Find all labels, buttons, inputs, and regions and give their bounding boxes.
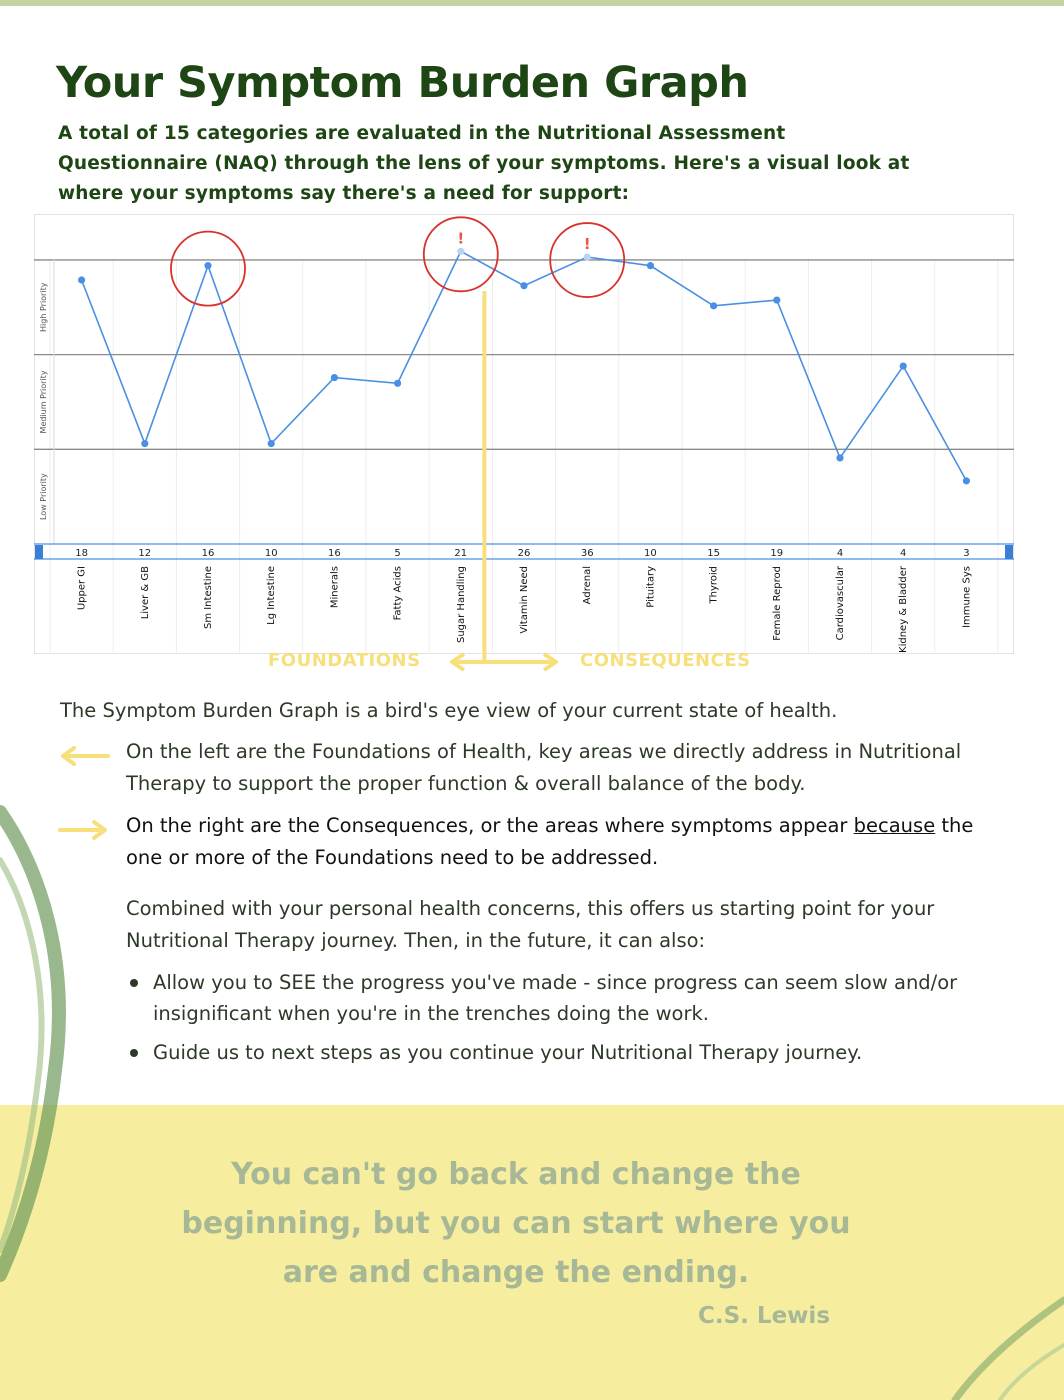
data-point [710, 302, 717, 309]
data-point [647, 262, 654, 269]
list-item [128, 967, 1028, 1029]
score-value: 3 [963, 548, 970, 559]
graph-summary-text: The Symptom Burden Graph is a bird's eye view of your current state of health. [60, 699, 838, 722]
alert-icon: ! [583, 235, 591, 254]
data-point [331, 374, 338, 381]
category-label: Fatty Acids [392, 566, 404, 621]
category-label: Upper GI [76, 566, 88, 611]
list-item-text: Guide us to next steps as you continue your Nutritional Therapy journey. [153, 1041, 863, 1064]
arrow-right-icon [58, 820, 110, 840]
band-label: Medium Priority [39, 370, 48, 434]
consequences-text-b: the one or more of the Foundations need to be addressed. [126, 814, 974, 869]
data-point [900, 362, 907, 369]
symptom-burden-chart [34, 214, 1014, 654]
category-label: Vitamin Need [519, 566, 530, 634]
category-label: Cardiovascular [835, 566, 846, 641]
data-point [963, 477, 970, 484]
category-label: Female Reprod [771, 566, 783, 641]
score-value: 21 [454, 548, 468, 559]
data-point [268, 440, 275, 447]
bullet-icon [130, 979, 138, 987]
category-label: Adrenal [582, 566, 594, 605]
arrow-left-icon [58, 746, 110, 766]
data-point [520, 282, 527, 289]
score-value: 26 [517, 548, 531, 559]
category-label: Lg Intestine [266, 566, 278, 625]
data-point [78, 276, 85, 283]
journey-text: Combined with your personal health concerns, this offers us starting point for your Nutritional Therapy journey. Then, in the future, it can also: [126, 897, 935, 952]
category-label: Liver & GB [139, 566, 151, 620]
consequences-text-a: On the right are the Consequences, or the areas where symptoms appear [126, 814, 854, 837]
scroll-handle-right [1005, 545, 1013, 559]
score-value: 18 [75, 548, 88, 559]
because-underlined: because [853, 814, 936, 837]
quote-text: You can't go back and change the beginning, but you can start where you are and change the ending. [181, 1157, 851, 1290]
score-value: 10 [644, 548, 657, 559]
score-value: 16 [328, 548, 341, 559]
data-point [141, 440, 148, 447]
category-label: Sm Intestine [203, 566, 214, 630]
intro-text: A total of 15 categories are evaluated in the Nutritional Assessment Questionnaire (NAQ) through the lens of your symptoms. Here's a visual look at where your symptoms say there's a need for support: [58, 123, 910, 204]
benefits-list [128, 967, 1028, 1076]
score-value: 15 [707, 548, 720, 559]
score-value: 4 [900, 548, 907, 559]
band-label: High Priority [39, 282, 48, 332]
data-point [584, 253, 591, 260]
quote-author: C.S. Lewis [698, 1303, 831, 1329]
consequences-label: CONSEQUENCES [580, 650, 751, 671]
foundations-label: FOUNDATIONS [268, 650, 421, 671]
score-value: 5 [394, 548, 401, 559]
foundations-description: On the left are the Foundations of Health, key areas we directly address in Nutritional Therapy to support the proper function & overall balance of the body. [126, 740, 962, 795]
alert-icon: ! [457, 229, 465, 248]
data-point [773, 296, 780, 303]
scroll-handle-left [35, 545, 43, 559]
score-value: 10 [264, 548, 278, 559]
score-value: 4 [836, 548, 844, 559]
score-value: 16 [201, 548, 215, 559]
category-label: Kidney & Bladder [898, 566, 910, 653]
category-label: Thyroid [708, 566, 720, 604]
category-label: Minerals [329, 566, 341, 609]
data-point [457, 248, 464, 255]
band-label: Low Priority [39, 473, 48, 521]
data-point [394, 380, 401, 387]
category-label: Sugar Handling [455, 566, 467, 644]
list-item-text: Allow you to SEE the progress you've made - since progress can seem slow and/or insignificant when you're in the trenches doing the work. [153, 971, 958, 1025]
category-label: Pituitary [645, 566, 657, 608]
score-value: 12 [138, 548, 152, 559]
consequences-description [126, 810, 1006, 874]
bullet-icon [130, 1049, 138, 1057]
score-value: 19 [770, 548, 784, 559]
top-accent-bar [0, 0, 1064, 6]
data-point [836, 454, 843, 461]
data-point [204, 262, 211, 269]
page-title: Your Symptom Burden Graph [56, 58, 749, 108]
category-label: Immune Sys [961, 566, 973, 628]
list-item [128, 1037, 1028, 1068]
score-value: 36 [580, 548, 594, 559]
